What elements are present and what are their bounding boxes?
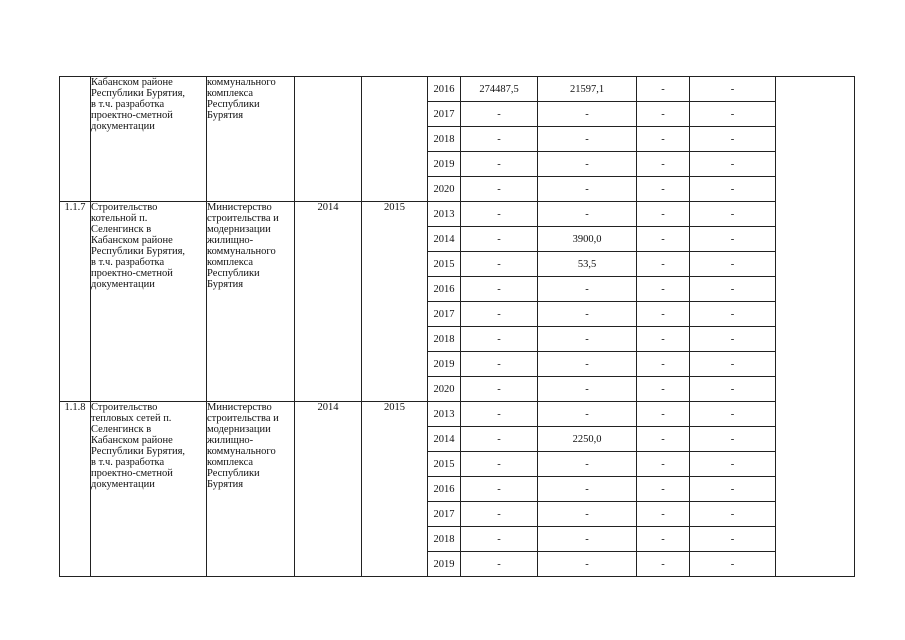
row-year: 2014 [428, 227, 461, 252]
row-year: 2016 [428, 77, 461, 102]
value-col-1: - [461, 352, 538, 377]
value-col-2: - [538, 402, 637, 427]
value-col-3: - [637, 502, 690, 527]
value-col-4: - [690, 552, 776, 577]
value-col-4: - [690, 502, 776, 527]
item-name: Кабанском районе Республики Бурятия, в т.ч. разработка проектно-сметной документации [91, 77, 207, 202]
value-col-3: - [637, 527, 690, 552]
value-col-1: - [461, 127, 538, 152]
value-col-2: - [538, 177, 637, 202]
value-col-3: - [637, 402, 690, 427]
value-col-3: - [637, 252, 690, 277]
value-col-1: 274487,5 [461, 77, 538, 102]
item-name: Строительство котельной п. Селенгинск в Кабанском районе Республики Бурятия, в т.ч. разработка проектно-сметной документации [91, 202, 207, 402]
value-col-2: - [538, 452, 637, 477]
value-col-4: - [690, 377, 776, 402]
value-col-3: - [637, 377, 690, 402]
row-year: 2020 [428, 177, 461, 202]
row-year: 2015 [428, 452, 461, 477]
row-year: 2017 [428, 102, 461, 127]
value-col-2: - [538, 352, 637, 377]
row-year: 2018 [428, 527, 461, 552]
item-executor: Министерство строительства и модернизации жилищно- коммунального комплекса Республики Бурятия [207, 202, 295, 402]
value-col-1: - [461, 327, 538, 352]
value-col-4: - [690, 252, 776, 277]
value-col-2: - [538, 377, 637, 402]
value-col-2: - [538, 327, 637, 352]
value-col-3: - [637, 477, 690, 502]
value-col-4: - [690, 102, 776, 127]
value-col-2: 2250,0 [538, 427, 637, 452]
value-col-4: - [690, 227, 776, 252]
value-col-2: - [538, 527, 637, 552]
row-year: 2018 [428, 127, 461, 152]
empty-column [776, 77, 855, 577]
value-col-4: - [690, 452, 776, 477]
value-col-2: - [538, 127, 637, 152]
value-col-4: - [690, 352, 776, 377]
program-table [59, 76, 855, 577]
item-start-year [295, 77, 362, 202]
value-col-3: - [637, 152, 690, 177]
value-col-4: - [690, 527, 776, 552]
value-col-2: - [538, 302, 637, 327]
value-col-4: - [690, 402, 776, 427]
value-col-2: - [538, 477, 637, 502]
value-col-2: - [538, 202, 637, 227]
value-col-1: - [461, 302, 538, 327]
value-col-1: - [461, 252, 538, 277]
row-year: 2013 [428, 202, 461, 227]
value-col-1: - [461, 277, 538, 302]
value-col-3: - [637, 177, 690, 202]
row-year: 2019 [428, 352, 461, 377]
value-col-1: - [461, 552, 538, 577]
value-col-4: - [690, 77, 776, 102]
row-year: 2018 [428, 327, 461, 352]
value-col-2: - [538, 552, 637, 577]
value-col-4: - [690, 177, 776, 202]
value-col-1: - [461, 477, 538, 502]
value-col-4: - [690, 202, 776, 227]
value-col-4: - [690, 427, 776, 452]
value-col-4: - [690, 477, 776, 502]
item-end-year: 2015 [362, 202, 428, 402]
item-executor: коммунального комплекса Республики Бурятия [207, 77, 295, 202]
value-col-3: - [637, 227, 690, 252]
row-year: 2017 [428, 302, 461, 327]
item-executor: Министерство строительства и модернизации жилищно- коммунального комплекса Республики Бурятия [207, 402, 295, 577]
value-col-1: - [461, 152, 538, 177]
table-row [60, 77, 855, 102]
item-number: 1.1.7 [60, 202, 91, 402]
value-col-1: - [461, 227, 538, 252]
value-col-1: - [461, 177, 538, 202]
value-col-3: - [637, 277, 690, 302]
table-row [60, 402, 855, 427]
row-year: 2017 [428, 502, 461, 527]
item-end-year [362, 77, 428, 202]
value-col-3: - [637, 427, 690, 452]
value-col-2: - [538, 102, 637, 127]
value-col-2: 3900,0 [538, 227, 637, 252]
row-year: 2020 [428, 377, 461, 402]
value-col-1: - [461, 427, 538, 452]
value-col-3: - [637, 127, 690, 152]
row-year: 2019 [428, 552, 461, 577]
item-name: Строительство тепловых сетей п. Селенгинск в Кабанском районе Республики Бурятия, в т.ч. разработка проектно-сметной документации [91, 402, 207, 577]
value-col-4: - [690, 127, 776, 152]
value-col-3: - [637, 202, 690, 227]
table-row [60, 202, 855, 227]
value-col-3: - [637, 302, 690, 327]
item-number [60, 77, 91, 202]
table-body [60, 77, 855, 577]
row-year: 2016 [428, 477, 461, 502]
value-col-1: - [461, 102, 538, 127]
value-col-3: - [637, 452, 690, 477]
row-year: 2013 [428, 402, 461, 427]
value-col-1: - [461, 452, 538, 477]
row-year: 2015 [428, 252, 461, 277]
row-year: 2019 [428, 152, 461, 177]
value-col-3: - [637, 352, 690, 377]
value-col-1: - [461, 377, 538, 402]
row-year: 2014 [428, 427, 461, 452]
item-start-year: 2014 [295, 202, 362, 402]
value-col-1: - [461, 502, 538, 527]
value-col-4: - [690, 277, 776, 302]
value-col-4: - [690, 327, 776, 352]
value-col-2: 53,5 [538, 252, 637, 277]
value-col-1: - [461, 402, 538, 427]
value-col-1: - [461, 527, 538, 552]
item-start-year: 2014 [295, 402, 362, 577]
value-col-3: - [637, 327, 690, 352]
value-col-2: - [538, 152, 637, 177]
item-end-year: 2015 [362, 402, 428, 577]
value-col-3: - [637, 102, 690, 127]
value-col-3: - [637, 552, 690, 577]
value-col-2: - [538, 502, 637, 527]
value-col-3: - [637, 77, 690, 102]
value-col-2: - [538, 277, 637, 302]
value-col-4: - [690, 152, 776, 177]
value-col-4: - [690, 302, 776, 327]
row-year: 2016 [428, 277, 461, 302]
value-col-2: 21597,1 [538, 77, 637, 102]
item-number: 1.1.8 [60, 402, 91, 577]
value-col-1: - [461, 202, 538, 227]
